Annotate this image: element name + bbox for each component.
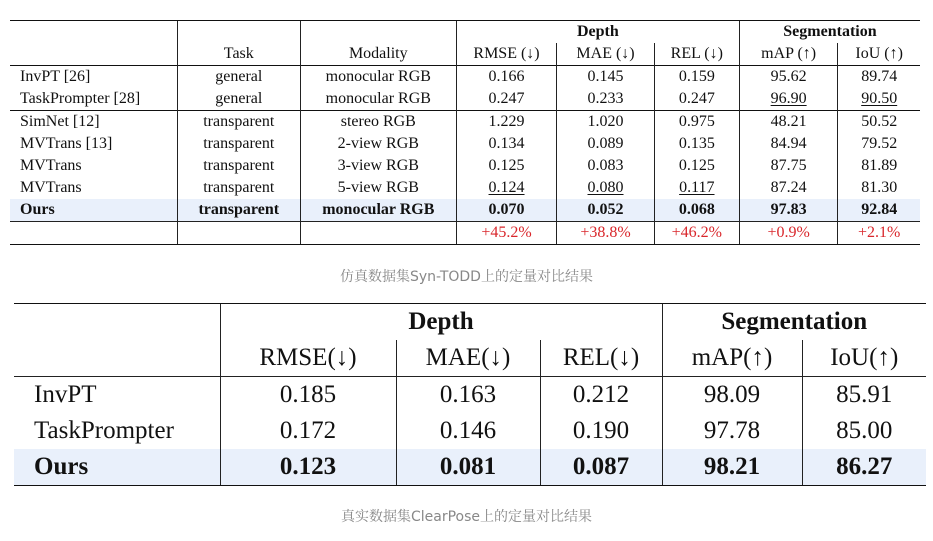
mae-cell: 0.145 (557, 66, 654, 89)
iou-cell: 81.89 (838, 155, 920, 177)
column-header-row (14, 340, 926, 377)
col-header-map: mAP (↑) (739, 43, 837, 66)
modality-cell: stereo RGB (300, 111, 456, 134)
mae-cell: 0.081 (396, 449, 540, 486)
col-header-rmse: RMSE(↓) (220, 340, 396, 377)
task-cell: general (177, 88, 300, 111)
iou-cell: 89.74 (838, 66, 920, 89)
ours-row (10, 199, 920, 222)
method-name: MVTrans [13] (20, 135, 113, 152)
col-header-task: Task (177, 43, 300, 66)
rel-improvement: +46.2% (654, 222, 739, 245)
table-row (14, 413, 926, 449)
iou-cell: 86.27 (802, 449, 926, 486)
mae-cell: 0.080 (587, 179, 624, 196)
modality-cell: 2-view RGB (300, 133, 456, 155)
map-cell: 97.78 (662, 413, 802, 449)
map-cell: 98.09 (662, 377, 802, 414)
rel-cell: 0.135 (654, 133, 739, 155)
table-row (10, 177, 920, 199)
ours-row (14, 449, 926, 486)
rel-cell: 0.087 (540, 449, 662, 486)
col-header-mae: MAE(↓) (396, 340, 540, 377)
syn-todd-results-table (10, 20, 920, 245)
mae-cell: 0.163 (396, 377, 540, 414)
rel-cell: 0.117 (679, 179, 715, 196)
col-header-map: mAP(↑) (662, 340, 802, 377)
table-row (10, 66, 920, 89)
rmse-improvement: +45.2% (456, 222, 557, 245)
map-cell: 48.21 (739, 111, 837, 134)
table2-caption: 真实数据集ClearPose上的定量对比结果 (340, 509, 593, 525)
rmse-cell: 0.185 (220, 377, 396, 414)
method-name: MVTrans (20, 179, 82, 196)
depth-group-header: Depth (456, 21, 739, 44)
mae-improvement: +38.8% (557, 222, 654, 245)
modality-cell: 3-view RGB (300, 155, 456, 177)
task-cell: transparent (177, 177, 300, 199)
mae-cell: 1.020 (557, 111, 654, 134)
map-cell: 87.24 (739, 177, 837, 199)
task-cell: transparent (177, 133, 300, 155)
iou-cell: 79.52 (838, 133, 920, 155)
table-row (10, 155, 920, 177)
table1-caption: 仿真数据集Syn-TODD上的定量对比结果 (340, 269, 593, 285)
table-row (14, 377, 926, 414)
rel-cell: 0.125 (654, 155, 739, 177)
map-cell: 95.62 (739, 66, 837, 89)
method-name: Ours (10, 199, 177, 222)
iou-cell: 85.00 (802, 413, 926, 449)
map-cell: 87.75 (739, 155, 837, 177)
iou-cell: 81.30 (838, 177, 920, 199)
rel-cell: 0.068 (654, 199, 739, 222)
iou-cell: 92.84 (838, 199, 920, 222)
method-name: InvPT (34, 381, 97, 408)
rmse-cell: 0.134 (456, 133, 557, 155)
modality-cell: monocular RGB (300, 88, 456, 111)
mae-cell: 0.233 (557, 88, 654, 111)
rmse-cell: 0.247 (456, 88, 557, 111)
rmse-cell: 0.070 (456, 199, 557, 222)
col-header-rel: REL (↓) (654, 43, 739, 66)
col-header-mae: MAE (↓) (557, 43, 654, 66)
table-row (10, 133, 920, 155)
rmse-cell: 0.166 (456, 66, 557, 89)
task-cell: transparent (177, 155, 300, 177)
col-header-rmse: RMSE (↓) (456, 43, 557, 66)
map-cell: 97.83 (739, 199, 837, 222)
mae-cell: 0.146 (396, 413, 540, 449)
col-header-iou: IoU (↑) (838, 43, 920, 66)
mae-cell: 0.052 (557, 199, 654, 222)
rmse-cell: 0.124 (488, 179, 525, 196)
method-name: SimNet [12] (10, 111, 177, 134)
rmse-cell: 0.172 (220, 413, 396, 449)
table-row (10, 111, 920, 134)
map-improvement: +0.9% (739, 222, 837, 245)
group-header-row (14, 304, 926, 341)
method-name: InvPT [26] (10, 66, 177, 89)
group-header-row (10, 21, 920, 44)
method-name: Ours (14, 449, 220, 486)
map-cell: 96.90 (770, 90, 807, 107)
modality-cell: monocular RGB (300, 199, 456, 222)
mae-cell: 0.083 (557, 155, 654, 177)
rel-cell: 0.975 (654, 111, 739, 134)
task-cell: transparent (177, 199, 300, 222)
task-cell: general (177, 66, 300, 89)
col-header-modality: Modality (300, 43, 456, 66)
improvement-row (10, 222, 920, 245)
rmse-cell: 0.123 (220, 449, 396, 486)
mae-cell: 0.089 (557, 133, 654, 155)
rel-cell: 0.247 (654, 88, 739, 111)
column-header-row (10, 43, 920, 66)
iou-cell: 50.52 (838, 111, 920, 134)
map-cell: 84.94 (739, 133, 837, 155)
segmentation-group-header: Segmentation (662, 304, 926, 341)
segmentation-group-header: Segmentation (739, 21, 920, 44)
method-name: TaskPrompter (34, 417, 174, 444)
modality-cell: 5-view RGB (300, 177, 456, 199)
method-name: MVTrans (20, 157, 82, 174)
task-cell: transparent (177, 111, 300, 134)
rel-cell: 0.212 (540, 377, 662, 414)
depth-group-header: Depth (220, 304, 662, 341)
iou-cell: 85.91 (802, 377, 926, 414)
rmse-cell: 1.229 (456, 111, 557, 134)
col-header-rel: REL(↓) (540, 340, 662, 377)
col-header-iou: IoU(↑) (802, 340, 926, 377)
table-row (10, 88, 920, 111)
rel-cell: 0.159 (654, 66, 739, 89)
iou-cell: 90.50 (861, 90, 898, 107)
iou-improvement: +2.1% (838, 222, 920, 245)
map-cell: 98.21 (662, 449, 802, 486)
clearpose-results-table (14, 303, 926, 486)
method-name: TaskPrompter [28] (20, 90, 141, 107)
rel-cell: 0.190 (540, 413, 662, 449)
rmse-cell: 0.125 (456, 155, 557, 177)
modality-cell: monocular RGB (300, 66, 456, 89)
